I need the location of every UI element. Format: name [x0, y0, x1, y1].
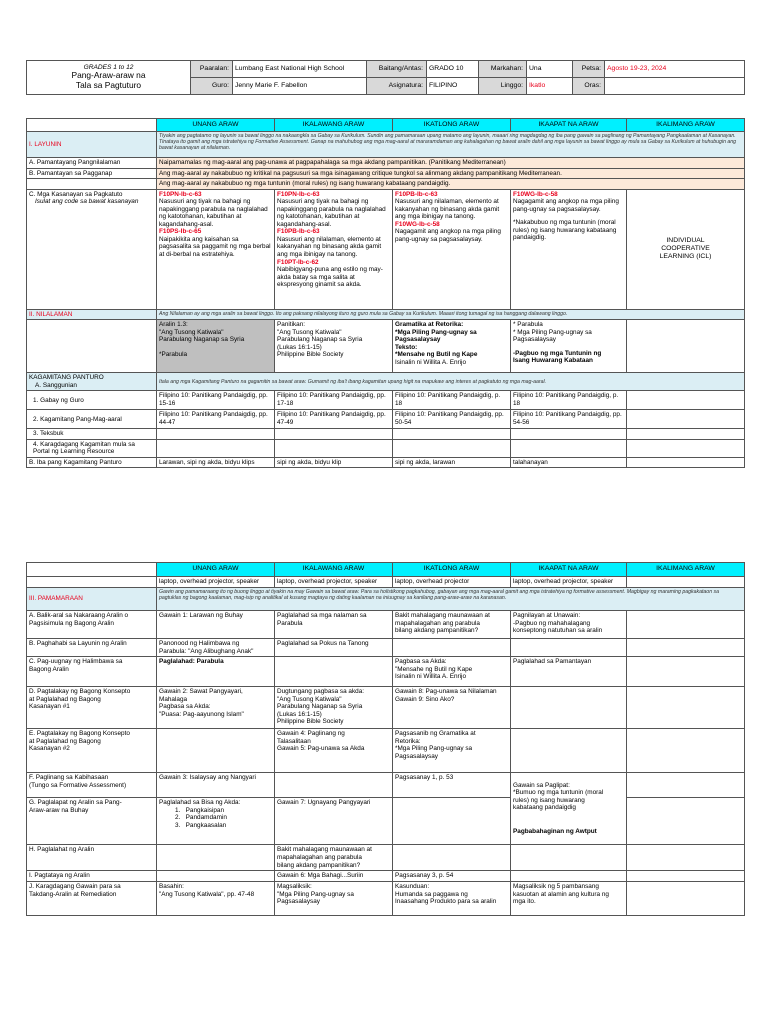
competency-code: F10WG-Ib-c-58: [395, 220, 440, 228]
baitang-label: Baitang/Antas:: [367, 61, 427, 78]
teksbuk-label: 3. Teksbuk: [27, 429, 157, 440]
procedure-c-day5: [627, 657, 745, 687]
kagamitan-label: KAGAMITANG PANTURO: [29, 374, 104, 382]
competency-text: Nagagamit ang angkop na mga piling pang-ugnay sa pagsasalaysay.: [395, 228, 501, 243]
day-header-1: UNANG ARAW: [157, 563, 275, 577]
nilalaman-d4-task: -Pagbuo ng mga Tuntunin ng Isang Huwarang Kabataan: [513, 349, 602, 365]
procedure-b-day3: [393, 639, 511, 657]
procedure-a-day4: Pagnilayan at Unawain: -Pagbuo ng mahahalagang konseptong natutuhan sa aralin: [511, 611, 627, 639]
day-header-2: IKALAWANG ARAW: [275, 119, 393, 132]
nilalaman-d3-title: *Mensahe ng Butil ng Kape: [395, 351, 478, 359]
procedure-a-day1: Gawain 1: Larawan ng Buhay: [157, 611, 275, 639]
petsa-value: Agosto 19-23, 2024: [605, 61, 745, 78]
procedure-d-day5: [627, 687, 745, 729]
procedure-f-day4: [511, 773, 627, 845]
competency-code: F10PN-Ib-c-63: [277, 190, 320, 198]
petsa-label: Petsa:: [573, 61, 605, 78]
pangnilalaman-label: A. Pamantayang Pangnilalaman: [27, 158, 157, 169]
procedure-label-a: A. Balik-aral sa Nakaraang Aralin o Pagsisimula ng Bagong Aralin: [27, 611, 157, 639]
kagamitan-label-cell: [27, 373, 157, 391]
competency-text: Nagagamit ang angkop na mga piling pang-ugnay sa pagsasalaysay.: [513, 198, 619, 213]
guro-label: Guro:: [191, 78, 233, 95]
procedure-d-day3: Gawain 8: Pag-unawa sa Nilalaman Gawain 9: Sino Ako?: [393, 687, 511, 729]
iba-label: B. Iba pang Kagamitang Panturo: [27, 457, 157, 468]
procedure-h-day5: [627, 845, 745, 871]
procedure-label-i: I. Pagtataya ng Aralin: [27, 871, 157, 882]
kasanayan-day1: [157, 189, 275, 309]
procedure-b-day1: Panonood ng Halimbawa ng Parabula: "Ang Alibughang Anak": [157, 639, 275, 657]
layunin-note: Tiyakin ang pagtatamo ng layunin sa bawat linggo na nakaangkla sa Gabay sa Kurikulum. Sundin ang pamamaraan upang matamo ang layunin, maaari ring magdagdag ng iba pang gawain sa paglinang ng Pamantayang Pangkaalaman at Kasanayan. Tinataya ito gamit ang mga istratehiya ng Formative Assessment. Ganap na mahuhubog ang mga mag-aaral at mararamdaman ang kahalagahan ng bawat aralin dahil ang mga layunin sa bawat linggo ay mula sa Gabay sa Kurikulum at huhubugin ang bawat kasanayan at nilalaman.: [157, 132, 745, 158]
magaaral-day3: Filipino 10: Panitikang Pandaigdig, pp. 50-54: [393, 410, 511, 429]
procedure-j-day2: Magsaliksik: "Mga Piling Pang-ugnay sa Pagsasalaysay: [275, 882, 393, 916]
header-table: [26, 60, 745, 95]
procedure-g-day2: Gawain 7: Ugnayang Pangyayari: [275, 798, 393, 845]
nilalaman-day3: [393, 320, 511, 373]
procedure-i-day2: Gawain 6: Mga Bahagi...Suriin: [275, 871, 393, 882]
procedure-label-c: C. Pag-uugnay ng Halimbawa sa Bagong Aralin: [27, 657, 157, 687]
materials-day1: laptop, overhead projector, speaker: [157, 577, 275, 588]
materials-day5: [627, 577, 745, 588]
competency-text: *Nakabubuo ng mga tuntunin (moral rules) ng isang huwarang kabataang pandaigdig.: [513, 219, 617, 242]
lr-day5: [627, 439, 745, 457]
teksbuk-day3: [393, 429, 511, 440]
gabay-day4: Filipino 10: Panitikang Pandaigdig, p. 18: [511, 391, 627, 410]
nilalaman-day2: Panitikan: "Ang Tusong Katiwala" Parabulang Naganap sa Syria (Lukas 16:1-15) Philippine Bible Society: [275, 320, 393, 373]
procedure-j-day5: [627, 882, 745, 916]
nilalaman-day1: Aralin 1.3: "Ang Tusong Katiwala" Parabulang Naganap sa Syria *Parabula: [157, 320, 275, 373]
nilalaman-d4-topics: * Parabula * Mga Piling Pang-ugnay sa Pagsasalaysay: [513, 321, 592, 344]
procedure-label-g: G. Paglalapat ng Aralin sa Pang- Araw-araw na Buhay: [27, 798, 157, 845]
markahan-label: Markahan:: [479, 61, 527, 78]
procedure-g-day1: [157, 798, 275, 845]
iba-day2: sipi ng akda, bidyu klip: [275, 457, 393, 468]
procedure-f-day5: [627, 773, 745, 798]
procedure-j-day1: Basahin: "Ang Tusong Katiwala", pp. 47-48: [157, 882, 275, 916]
competency-text: Nasusuri ang nilalaman, elemento at kakanyahan ng binasang akda gamit ang mga ibinigay na tanong.: [277, 235, 382, 259]
gabay-day5: [627, 391, 745, 410]
day-header-3: IKATLONG ARAW: [393, 119, 511, 132]
corner-cell: [27, 119, 157, 132]
materials-day4: laptop, overhead projector, speaker: [511, 577, 627, 588]
moral-value: Ang mag-aaral ay nakabubuo ng mga tuntunin (moral rules) ng isang huwarang kabataang pandaigdig.: [157, 179, 745, 190]
linggo-value: Ikatlo: [527, 78, 573, 95]
baitang-value: GRADO 10: [427, 61, 479, 78]
iba-day1: Larawan, sipi ng akda, bidyu klips: [157, 457, 275, 468]
lr-day2: [275, 439, 393, 457]
procedure-label-j: J. Karagdagang Gawain para sa Takdang-Aralin at Remediation: [27, 882, 157, 916]
lr-label: 4. Karagdagang Kagamitan mula sa Portal ng Learning Resource: [27, 439, 157, 457]
procedure-e-day2: Gawain 4: Paglinang ng Talasalitaan Gawain 5: Pag-unawa sa Akda: [275, 729, 393, 773]
kasanayan-day3: [393, 189, 511, 309]
day-header-4: IKAAPAT NA ARAW: [511, 119, 627, 132]
procedure-j-day3: Kasunduan: Humanda sa paggawa ng Inaasahang Produkto para sa aralin: [393, 882, 511, 916]
magaaral-label: 2. Kagamitang Pang-Mag-aaral: [27, 410, 157, 429]
day-header-1: UNANG ARAW: [157, 119, 275, 132]
nilalaman-label: II. NILALAMAN: [27, 309, 157, 320]
competency-code: F10PS-Ib-c-65: [159, 228, 202, 236]
guro-value: Jenny Marie F. Fabellon: [233, 78, 367, 95]
procedure-j-day4: Magsaliksik ng 5 pambansang kasuotan at alamin ang kultura ng mga ito.: [511, 882, 627, 916]
procedure-h-day1: [157, 845, 275, 871]
procedure-f-day3: Pagsasanay 1, p. 53: [393, 773, 511, 798]
nilalaman-d3-topic: *Mga Piling Pang-ugnay sa Pagsasalaysay: [395, 328, 477, 344]
procedure-e-day4: [511, 729, 627, 773]
grades-label: GRADES 1 to 12: [83, 63, 134, 71]
plan-table-2: [26, 562, 745, 916]
competency-code: F10PN-Ib-c-63: [159, 190, 202, 198]
day-header-5: IKALIMANG ARAW: [627, 119, 745, 132]
procedure-i-day3: Pagsasanay 3, p. 54: [393, 871, 511, 882]
oras-value: [605, 78, 745, 95]
procedure-c-day3: Pagbasa sa Akda: "Mensahe ng Butil ng Kape Isinalin ni Willita A. Enrijo: [393, 657, 511, 687]
asignatura-label: Asignatura:: [367, 78, 427, 95]
nilalaman-d3-teksto: Teksto:: [395, 343, 418, 351]
competency-code: F10PT-Ib-c-62: [277, 258, 319, 266]
gabay-day2: Filipino 10: Panitikang Pandaigdig, pp. 17-18: [275, 391, 393, 410]
procedure-h-day2: Bakit mahalagang maunawaan at mapahalagahan ang parabula bilang akdang pampanitikan?: [275, 845, 393, 871]
form-title-line2: Tala sa Pagtuturo: [75, 80, 142, 91]
linggo-label: Linggo:: [479, 78, 527, 95]
procedure-i-day5: [627, 871, 745, 882]
teksbuk-day5: [627, 429, 745, 440]
day-header-5: IKALIMANG ARAW: [627, 563, 745, 577]
competency-text: Nasusuri ang nilalaman, elemento at kakanyahan ng binasang akda gamit ang mga ibinigay na tanong.: [395, 198, 500, 221]
pagganap-value: Ang mag-aaral ay nakabubuo ng kritikal na pagsusuri sa mga isinagawang critique tungkol sa alinmang akdang pampanitikang Mediterranean.: [157, 168, 745, 179]
kasanayan-day5: INDIVIDUAL COOPERATIVE LEARNING (ICL): [627, 189, 745, 309]
list-item: 2. Pandamdamin: [175, 814, 227, 822]
procedure-c-day2: [275, 657, 393, 687]
procedure-e-day1: [157, 729, 275, 773]
lr-day4: [511, 439, 627, 457]
gabay-day3: Filipino 10: Panitikang Pandaigdig, p. 18: [393, 391, 511, 410]
procedure-d-day1: Gawain 2: Sawat Pangyayari, Mahalaga Pagbasa sa Akda: "Puasa: Pag-aayunong Islam": [157, 687, 275, 729]
nilalaman-d3-heading: Gramatika at Retorika:: [395, 321, 464, 329]
procedure-i-day1: [157, 871, 275, 882]
paaralan-value: Lumbang East National High School: [233, 61, 367, 78]
oras-label: Oras:: [573, 78, 605, 95]
procedure-b-day2: Paglalahad sa Pokus na Tanong: [275, 639, 393, 657]
bisa-list: [159, 807, 272, 830]
procedure-d-day2: Dugtungang pagbasa sa akda: "Ang Tusong Katiwala" Parabulang Naganap sa Syria (Lukas 16:1-15) Philippine Bible Society: [275, 687, 393, 729]
teksbuk-day1: [157, 429, 275, 440]
procedure-label-f: F. Paglinang sa Kabihasaan (Tungo sa Formative Assessment): [27, 773, 157, 798]
kasanayan-label: C. Mga Kasanayan sa Pagkatuto: [29, 190, 123, 198]
materials-label: [27, 577, 157, 588]
magaaral-day4: Filipino 10: Panitikang Pandaigdig, pp. 54-56: [511, 410, 627, 429]
kagamitan-note: Itala ang mga Kagamitang Panturo na gagamitin sa bawat araw. Gumamit ng iba't ibang kagamitan upang higit na mapukaw ang interes at pagkatuto ng mga mag-aaral.: [157, 373, 745, 391]
magaaral-day5: [627, 410, 745, 429]
lr-day3: [393, 439, 511, 457]
procedure-i-day4: [511, 871, 627, 882]
kasanayan-label-cell: [27, 189, 157, 309]
pangnilalaman-value: Naipamamalas ng mag-aaral ang pag-unawa at pagpapahalaga sa mga akdang pampanitikan. (Panitikang Mediterranean): [157, 158, 745, 169]
nilalaman-d3-author: Isinalin ni Willita A. Enrijo: [395, 358, 467, 366]
competency-text: Naipakikita ang kaisahan sa pagsasalita sa paggamit ng mga berbal at di-berbal na estratehiya.: [159, 235, 271, 259]
procedure-f-day2: [275, 773, 393, 798]
nilalaman-blank: [27, 320, 157, 373]
asignatura-value: FILIPINO: [427, 78, 479, 95]
iba-day5: [627, 457, 745, 468]
procedure-a-day5: [627, 611, 745, 639]
teksbuk-day2: [275, 429, 393, 440]
sanggunian-label: A. Sanggunian: [35, 381, 77, 389]
competency-code: F10PB-Ib-c-63: [277, 228, 320, 236]
list-item: 3. Pangkaasalan: [175, 821, 227, 829]
day-header-3: IKATLONG ARAW: [393, 563, 511, 577]
competency-code: F10PB-Ib-c-63: [395, 190, 438, 198]
procedure-c-day4: Paglalahad sa Pamantayan: [511, 657, 627, 687]
magaaral-day1: Filipino 10: Panitikang Pandaigdig, pp. 44-47: [157, 410, 275, 429]
procedure-a-day3: Bakit mahalagang maunawaan at mapahalagahan ang parabula bilang akdang pampanitikan?: [393, 611, 511, 639]
corner-cell-2: [27, 563, 157, 577]
form-title-line1: Pang-Araw-araw na: [71, 70, 146, 81]
layunin-label: I. LAYUNIN: [27, 132, 157, 158]
procedure-e-day3: Pagsasanib ng Gramatika at Retorika: *Mga Piling Pang-ugnay sa Pagsasalaysay: [393, 729, 511, 773]
procedure-h-day4: [511, 845, 627, 871]
pamamaraan-note: Gawin ang pamamaraang ito ng buong linggo at tiyakin na may Gawain sa bawat araw. Para sa holistikong pagkahubog, gabayan ang mga mag-aaral gamit ang mga istratehiya ng formative assessment. Magbigay ng maraming pagkakataon sa pagtuklas ng bagong kaalaman, mag-isip ng analitikal at kusang magtaya ng dating kaalaman na iniuugnay sa kanilang pang-araw-araw na karanasan.: [157, 588, 745, 611]
kasanayan-sublabel: Isulat ang code sa bawat kasanayan: [35, 198, 139, 206]
list-item: 1. Pangkaisipan: [175, 806, 225, 814]
gabay-label: 1. Gabay ng Guro: [27, 391, 157, 410]
iba-day4: talahanayan: [511, 457, 627, 468]
nilalaman-note: Ang Nilalaman ay ang mga aralin sa bawat linggo. Ito ang paksang nilalayong ituro ng guro mula sa Gabay sa Kurikulum. Maaari itong tumagal ng isa hanggang dalawang linggo.: [157, 309, 745, 320]
procedure-g-day4-text: Pagbabahaginan ng Awtput: [513, 828, 597, 836]
procedure-g-day5: [627, 798, 745, 845]
kasanayan-day2: [275, 189, 393, 309]
day-header-4: IKAAPAT NA ARAW: [511, 563, 627, 577]
procedure-e-day5: [627, 729, 745, 773]
day-header-2: IKALAWANG ARAW: [275, 563, 393, 577]
procedure-b-day4: [511, 639, 627, 657]
markahan-value: Una: [527, 61, 573, 78]
competency-text: Nabibigyang-puna ang estilo ng may-akda batay sa mga salita at ekspresyong ginamit sa akda.: [277, 266, 383, 289]
procedure-label-d: D. Pagtalakay ng Bagong Konsepto at Paglalahad ng Bagong Kasanayan #1: [27, 687, 157, 729]
procedure-c-day1: Paglalahad: Parabula: [157, 657, 275, 687]
plan-table-1: [26, 118, 745, 468]
pamamaraan-label: III. PAMAMARAAN: [27, 588, 157, 611]
procedure-f-day1: Gawain 3: Isalaysay ang Nangyari: [157, 773, 275, 798]
procedure-label-h: H. Paglalahat ng Aralin: [27, 845, 157, 871]
procedure-label-e: E. Pagtalakay ng Bagong Konsepto at Paglalahad ng Bagong Kasanayan #2: [27, 729, 157, 773]
procedure-g-day3: [393, 798, 511, 845]
procedure-label-b: B. Paghahabi sa Layunin ng Aralin: [27, 639, 157, 657]
paaralan-label: Paaralan:: [191, 61, 233, 78]
gabay-day1: Filipino 10: Panitikang Pandaigdig, pp. 15-16: [157, 391, 275, 410]
pagganap-label: B. Pamantayan sa Pagganap: [27, 168, 157, 179]
nilalaman-day4: [511, 320, 627, 373]
magaaral-day2: Filipino 10: Panitikang Pandaigdig, pp. 47-49: [275, 410, 393, 429]
competency-text: Nasusuri ang tiyak na bahagi ng napakinggang parabula na naglalahad ng katotohanan, kabutihan at kagandahang-asal.: [277, 198, 386, 228]
form-title-box: [27, 61, 191, 95]
materials-day2: laptop, overhead projector, speaker: [275, 577, 393, 588]
teksbuk-day4: [511, 429, 627, 440]
lr-day1: [157, 439, 275, 457]
procedure-a-day2: Paglalahad sa mga nalaman sa Parabula: [275, 611, 393, 639]
materials-day3: laptop, overhead projector: [393, 577, 511, 588]
competency-code: F10WG-Ib-c-58: [513, 190, 558, 198]
procedure-g-day1-heading: Paglalahad sa Bisa ng Akda:: [159, 799, 241, 807]
procedure-h-day3: [393, 845, 511, 871]
kasanayan-day4: [511, 189, 627, 309]
procedure-f-day4-text: Gawain sa Paglipat: *Bumuo ng mga tuntunin (moral rules) ng isang huwarang kabataang pandaigdig: [513, 781, 604, 812]
iba-day3: sipi ng akda, larawan: [393, 457, 511, 468]
competency-text: Nasusuri ang tiyak na bahagi ng napakinggang parabula na naglalahad ng katotohanan, kabutihan at kagandahang-asal.: [159, 198, 268, 228]
nilalaman-day5: [627, 320, 745, 373]
moral-label-cell: [27, 179, 157, 190]
procedure-d-day4: [511, 687, 627, 729]
procedure-b-day5: [627, 639, 745, 657]
